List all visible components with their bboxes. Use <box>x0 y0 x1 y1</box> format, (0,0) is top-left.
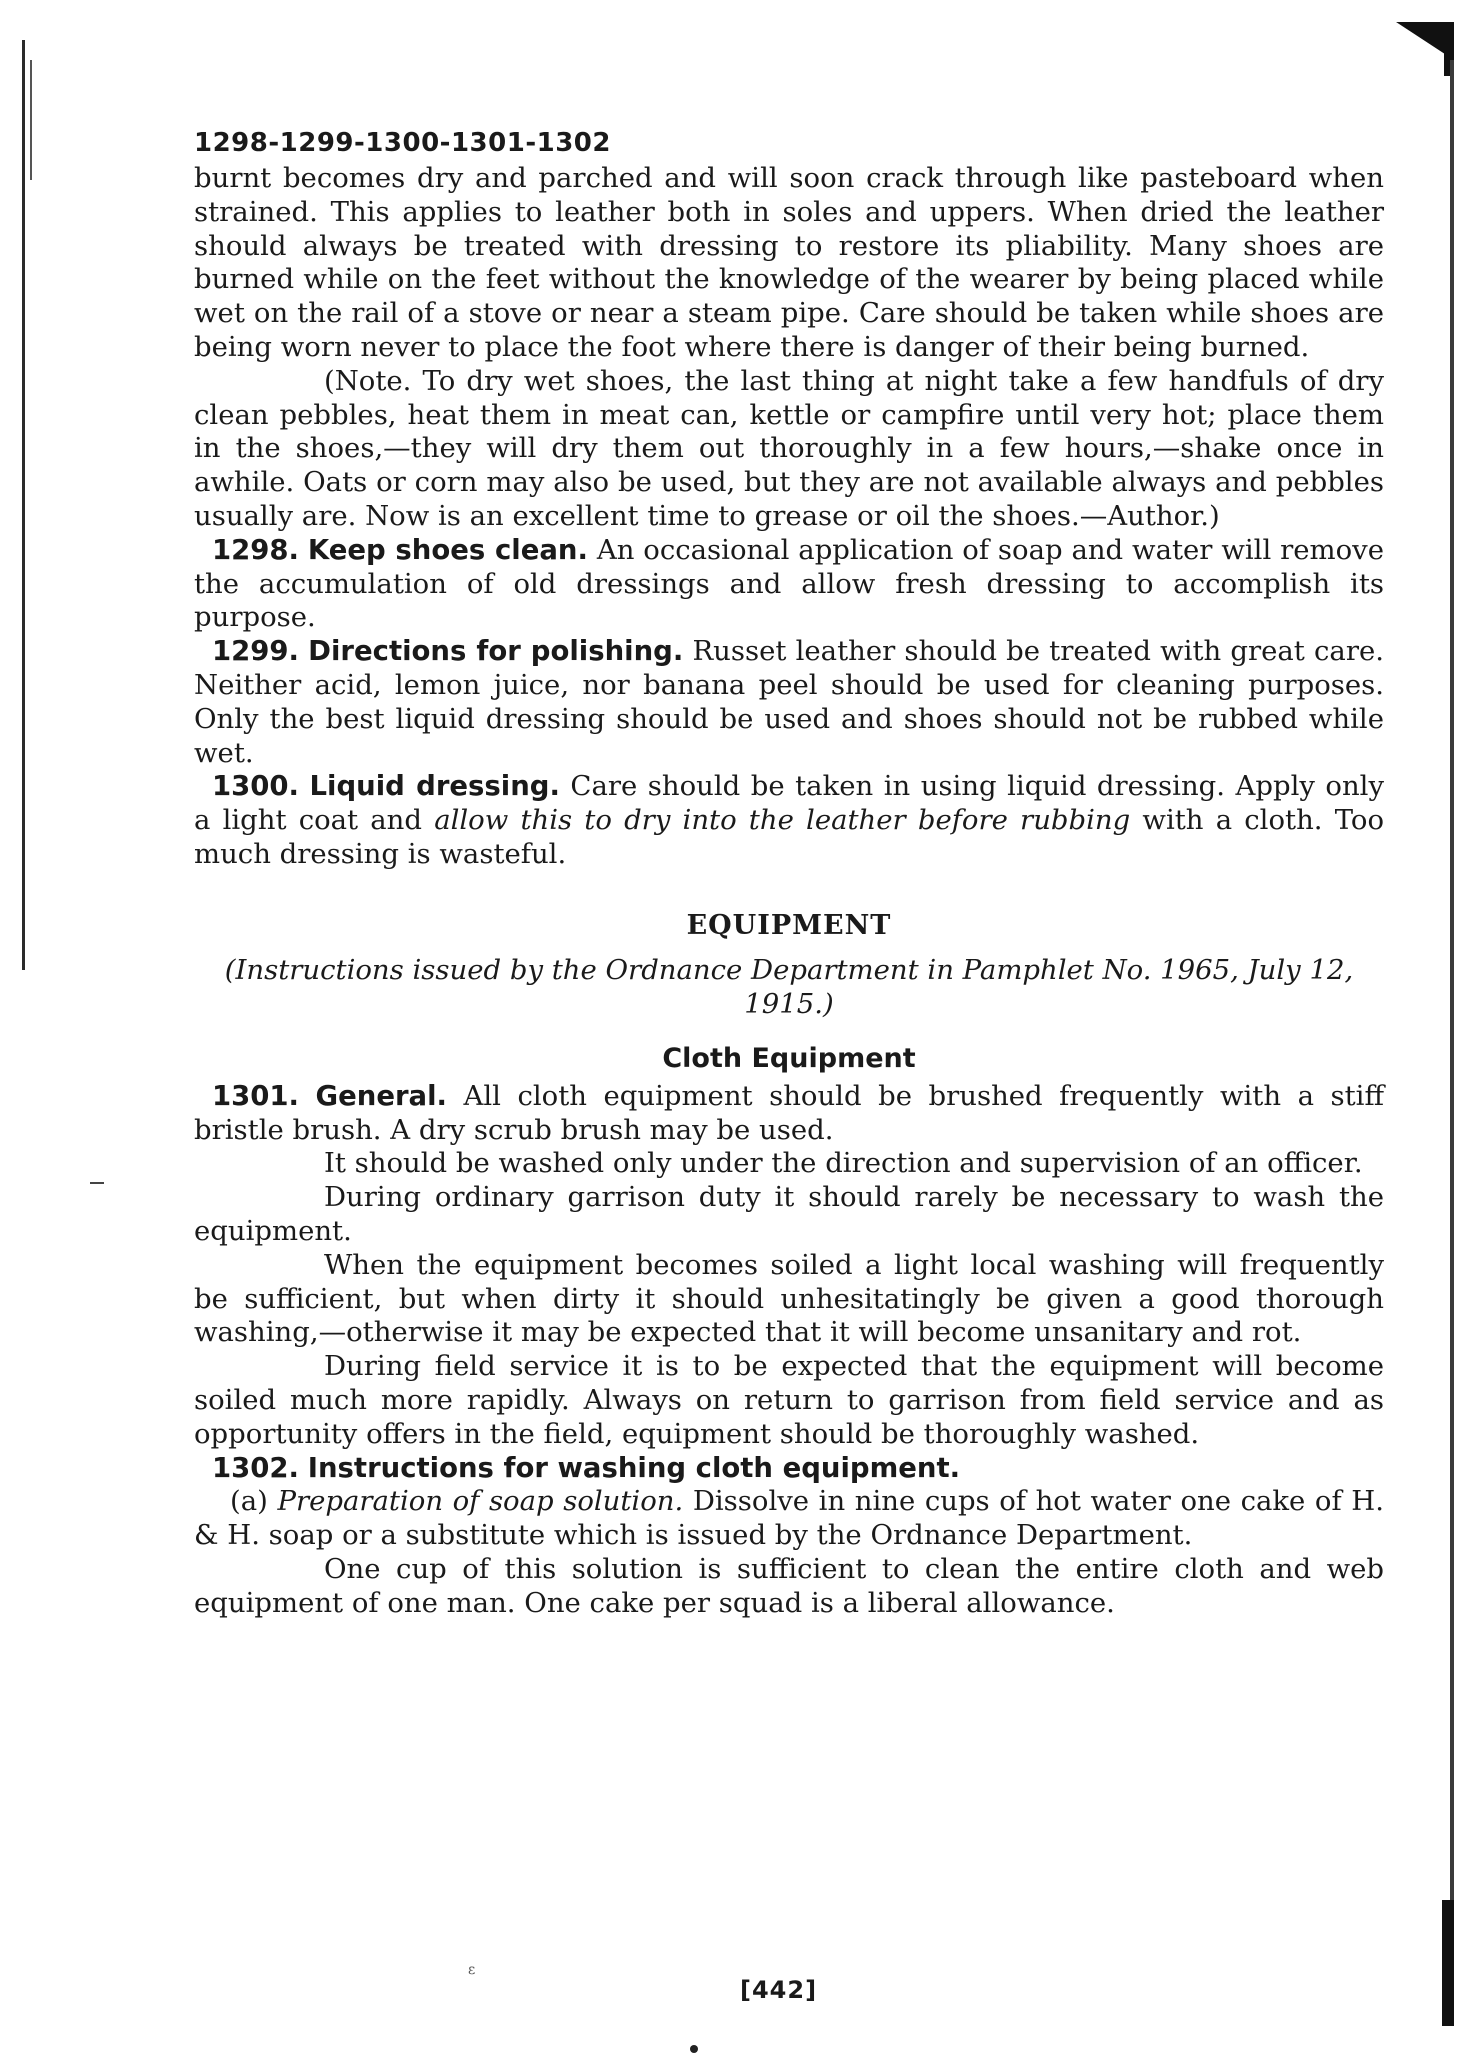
intro-paragraph: burnt becomes dry and parched and will soon crack through like pasteboard when strained. This applies to leather both in soles and uppers. When dried the leather should always be treated with dressing to restore its pliability. Many shoes are burned while on the feet without the knowledge of the wearer by being placed while wet on the rail of a stove or near a steam pipe. Care should be taken while shoes are being worn never to place the foot where there is danger of their being burned. <box>194 162 1384 363</box>
subsection-a <box>194 1485 1384 1553</box>
subsection-label: (a) <box>230 1485 268 1518</box>
paragraph: One cup of this solution is sufficient to clean the entire cloth and web equipment of one man. One cake per squad is a liberal allowance. <box>194 1552 1384 1619</box>
equipment-source: (Instructions issued by the Ordnance Department in Pamphlet No. 1965, July 12, 1915.) <box>224 953 1354 1020</box>
scan-edge-left-thin <box>30 60 32 180</box>
scan-dash <box>90 1182 104 1184</box>
subsection-title: Preparation of soap solution. <box>277 1485 684 1518</box>
section-1301 <box>194 1080 1384 1148</box>
section-title: Instructions for washing cloth equipment. <box>307 1451 961 1484</box>
section-number: 1299. <box>212 635 299 668</box>
page-number: [442] <box>740 1976 818 2004</box>
section-text: Russet leather should be treated with great care. Neither acid, lemon juice, nor banana peel should be used for cleaning purposes. Only the best liquid dressing should be used and shoes should not be rubbed while wet. <box>194 635 1384 769</box>
section-title: Liquid dressing. <box>309 770 560 803</box>
section-text: All cloth equipment should be brushed frequently with a stiff bristle brush. A dry scrub brush may be used. <box>194 1079 1384 1146</box>
section-1300 <box>194 770 1384 871</box>
section-1299 <box>194 635 1384 770</box>
scan-edge-left <box>22 40 25 970</box>
section-1298 <box>194 534 1384 635</box>
section-text: with a cloth. Too much dressing is wasteful. <box>194 804 1385 870</box>
scan-dot <box>690 2045 698 2053</box>
cloth-equipment-heading: Cloth Equipment <box>662 1042 916 1074</box>
section-text: An occasional application of soap and water will remove the accumulation of old dressings and allow fresh dressing to accomplish its purpose. <box>194 533 1384 634</box>
section-number: 1301. <box>212 1079 299 1112</box>
scan-edge-right-thick <box>1442 1900 1454 2026</box>
paragraph: During ordinary garrison duty it should rarely be necessary to wash the equipment. <box>194 1181 1384 1247</box>
section-title: General. <box>315 1079 447 1112</box>
running-head: 1298-1299-1300-1301-1302 <box>194 128 611 158</box>
section-text: Care should be taken in using liquid dressing. Apply only a light coat and <box>194 770 1384 837</box>
paragraph: When the equipment becomes soiled a light local washing will frequently be sufficient, but when dirty it should unhesitatingly be given a good thorough washing,—otherwise it may be expected that it will become unsanitary and rot. <box>194 1248 1384 1349</box>
scan-edge-right <box>1450 60 1454 2010</box>
author-note: (Note. To dry wet shoes, the last thing at night take a few handfuls of dry clean pebbles, heat them in meat can, kettle or campfire until very hot; place them in the shoes,—they will dry them out thoroughly in a few hours,—shake once in awhile. Oats or corn may also be used, but they are not available always and pebbles usually are. Now is an excellent time to grease or oil the shoes.—Author.) <box>194 364 1384 532</box>
scan-speck: ε <box>468 1962 476 1978</box>
section-title: Keep shoes clean. <box>307 533 588 566</box>
section-title: Directions for polishing. <box>308 635 684 668</box>
section-1302 <box>194 1452 1384 1486</box>
section-number: 1298. <box>212 533 299 566</box>
subsection-text: Dissolve in nine cups of hot water one cake of H. & H. soap or a substitute which is issued by the Ordnance Department. <box>194 1485 1384 1552</box>
section-number: 1302. <box>212 1451 299 1484</box>
section-number: 1300. <box>212 770 299 803</box>
section-text-italic: allow this to dry into the leather before rubbing <box>434 804 1131 837</box>
equipment-heading: EQUIPMENT <box>686 909 892 941</box>
page-content <box>194 128 1384 1620</box>
paragraph: During field service it is to be expected that the equipment will become soiled much more rapidly. Always on return to garrison from field service and as opportunity offers in the field, equipment should be thoroughly washed. <box>194 1350 1384 1450</box>
paragraph: It should be washed only under the direction and supervision of an officer. <box>324 1147 1363 1180</box>
